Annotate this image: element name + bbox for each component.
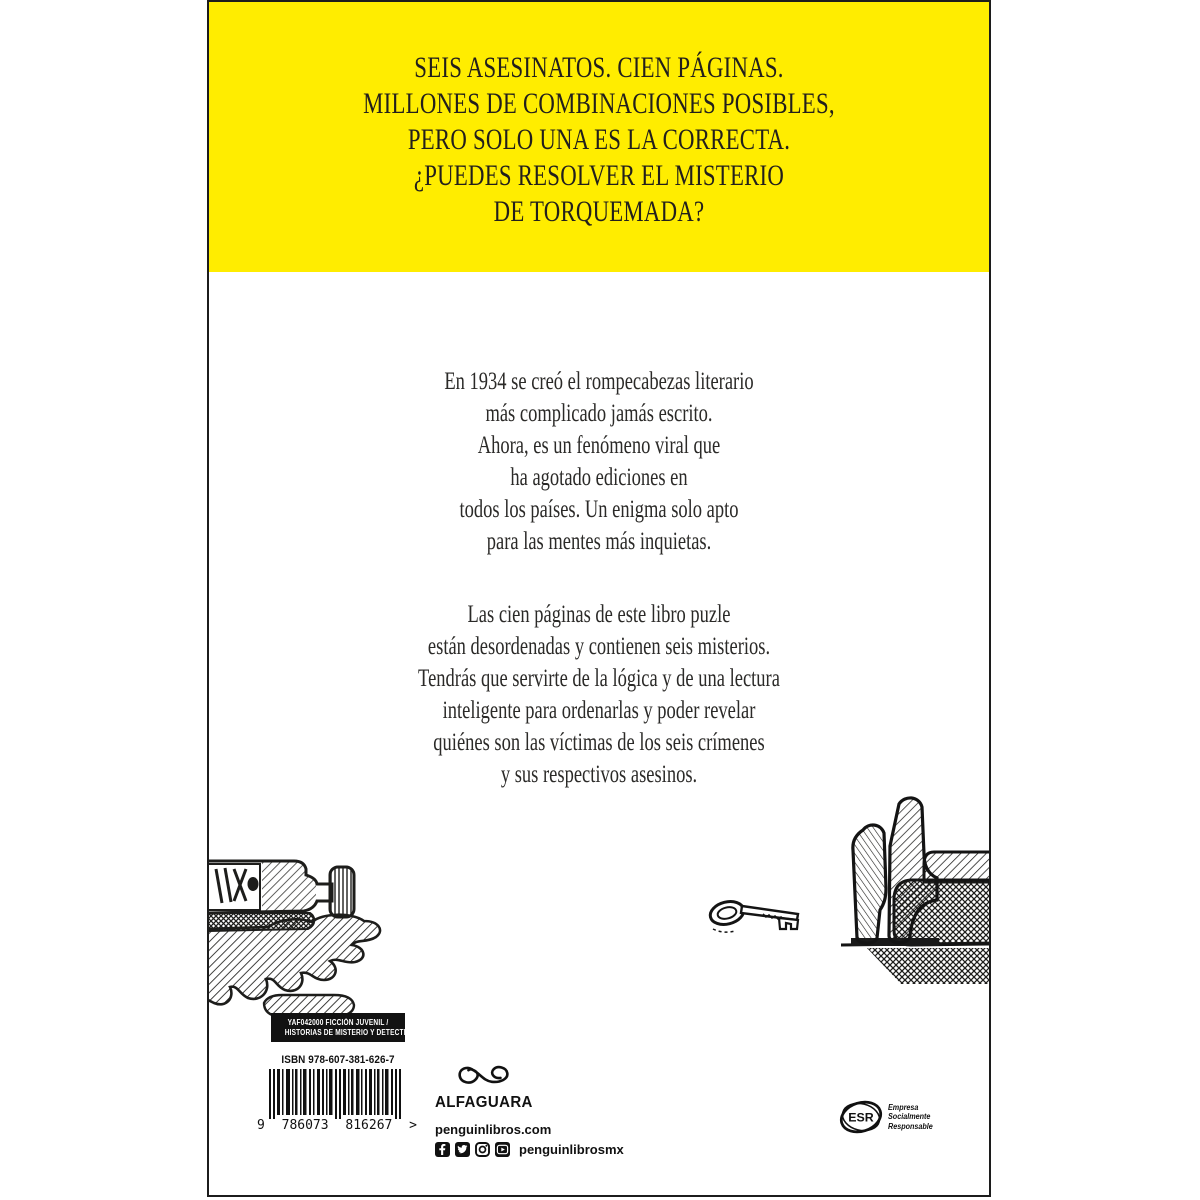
barcode-digits xyxy=(257,1118,417,1133)
barcode xyxy=(269,1069,407,1119)
ink-bottle-spill-illustration xyxy=(207,851,398,1021)
synopsis-line: En 1934 se creó el rompecabezas literario xyxy=(444,368,754,395)
esr-caption-line: Responsable xyxy=(888,1121,933,1131)
isbn-label: ISBN 978-607-381-626-7 xyxy=(281,1054,395,1066)
banner-tagline xyxy=(303,50,896,230)
key-illustration xyxy=(703,887,813,937)
facebook-icon xyxy=(435,1142,450,1157)
synopsis-paragraph-1 xyxy=(310,366,887,558)
svg-text:ESR: ESR xyxy=(848,1110,874,1125)
synopsis-line: Tendrás que servirte de la lógica y de una lectura xyxy=(418,665,780,692)
synopsis-line: todos los países. Un enigma solo apto xyxy=(459,496,739,523)
alfaguara-logo-icon xyxy=(452,1062,635,1093)
synopsis-line: para las mentes más inquietas. xyxy=(486,528,712,555)
twitter-icon xyxy=(455,1142,470,1157)
barcode-group: 786073 xyxy=(281,1118,329,1133)
instagram-icon xyxy=(475,1142,490,1157)
barcode-lead-digit: 9 xyxy=(257,1118,265,1133)
esr-caption xyxy=(888,1103,933,1132)
esr-block xyxy=(839,1095,938,1139)
banner-line: DE TORQUEMADA? xyxy=(493,195,705,228)
category-line: HISTORIAS DE MISTERIO Y DETECTIVES xyxy=(284,1028,420,1037)
synopsis-line: Ahora, es un fenómeno viral que xyxy=(477,432,721,459)
esr-caption-line: Empresa xyxy=(888,1102,919,1112)
social-handle: penguinlibrosmx xyxy=(519,1142,624,1157)
social-row xyxy=(435,1142,635,1157)
category-line: YAF042000 FICCIÓN JUVENIL / xyxy=(287,1018,389,1027)
book-back-cover xyxy=(207,0,991,1197)
lying-body-legs-illustration xyxy=(839,788,991,988)
synopsis-line: Las cien páginas de este libro puzle xyxy=(467,601,731,628)
synopsis-line: más complicado jamás escrito. xyxy=(485,400,713,427)
barcode-trail: > xyxy=(409,1118,417,1133)
synopsis-line: inteligente para ordenarlas y poder revelar xyxy=(442,697,756,724)
banner-line: MILLONES DE COMBINACIONES POSIBLES, xyxy=(363,87,835,120)
esr-logo-icon xyxy=(839,1095,883,1139)
category-badge xyxy=(271,1013,420,1042)
publisher-block xyxy=(435,1062,635,1157)
banner-line: ¿PUEDES RESOLVER EL MISTERIO xyxy=(413,159,785,192)
banner-line: SEIS ASESINATOS. CIEN PÁGINAS. xyxy=(414,51,784,84)
yellow-banner xyxy=(209,2,989,272)
barcode-group: 816267 xyxy=(345,1118,393,1133)
synopsis-paragraph-2 xyxy=(310,599,887,791)
publisher-name: ALFAGUARA xyxy=(435,1094,533,1111)
synopsis-line: quiénes son las víctimas de los seis crímenes xyxy=(433,729,765,756)
banner-line: PERO SOLO UNA ES LA CORRECTA. xyxy=(407,123,791,156)
youtube-icon xyxy=(495,1142,510,1157)
synopsis-line: ha agotado ediciones en xyxy=(510,464,688,491)
synopsis-line: y sus respectivos asesinos. xyxy=(500,761,698,788)
publisher-website: penguinlibros.com xyxy=(435,1122,552,1137)
synopsis-line: están desordenadas y contienen seis misterios. xyxy=(427,633,771,660)
esr-caption-line: Socialmente xyxy=(888,1112,931,1122)
